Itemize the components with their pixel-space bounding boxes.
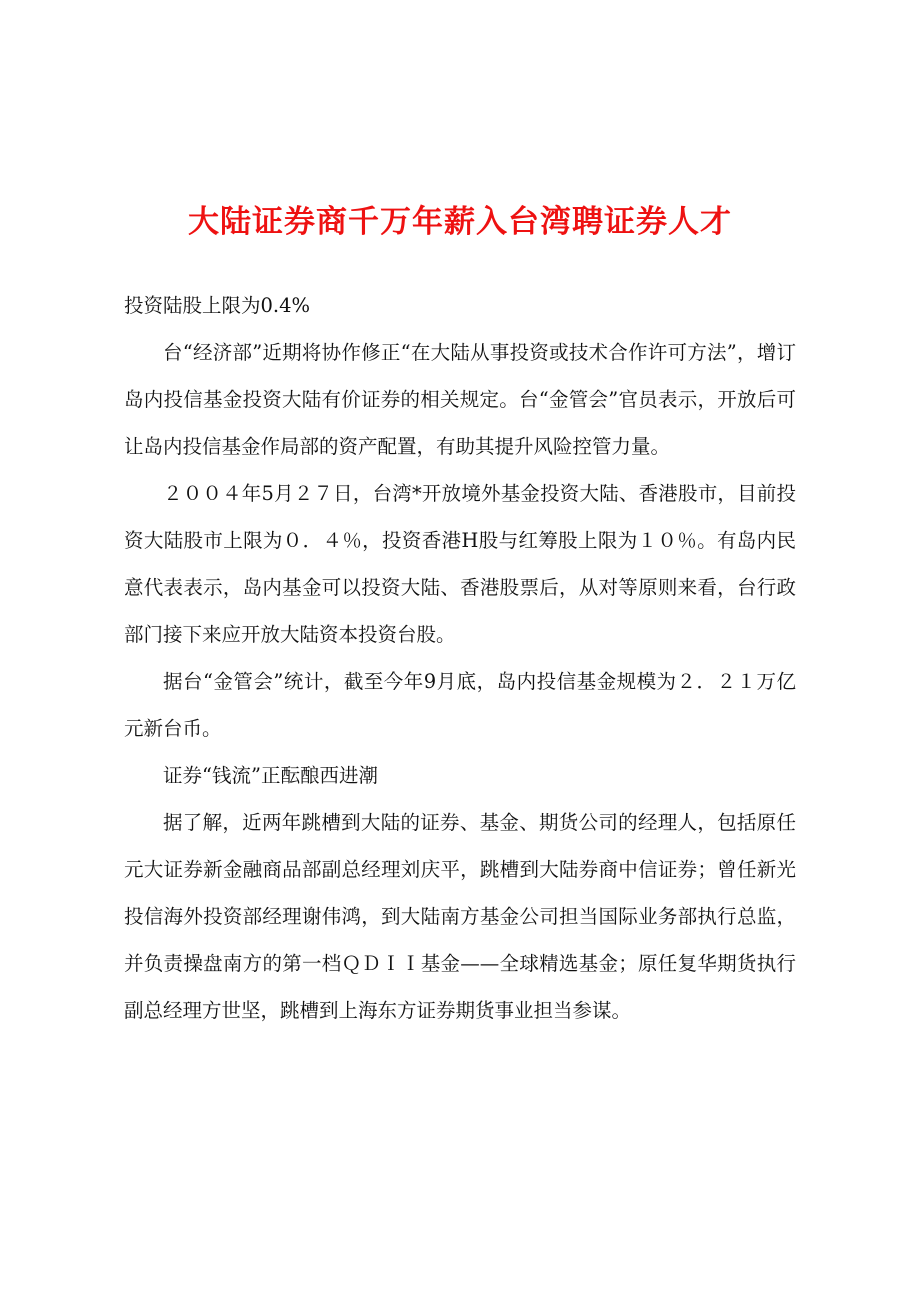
- paragraph-subheading-1: 投资陆股上限为0.4%: [124, 294, 311, 317]
- paragraph-4: 据了解，近两年跳槽到大陆的证券、基金、期货公司的经理人，包括原任元大证券新金融商品部副总经理刘庆平，跳槽到大陆券商中信证券；曾任新光投信海外投资部经理谢伟鸿，到大陆南方基金公司担当国际业务部执行总监，并负责操盘南方的第一档ＱＤＩＩ基金——全球精选基金；原任复华期货执行副总经理方世坚，跳槽到上海东方证券期货事业担当参谋。: [124, 811, 796, 1022]
- paragraph-1: 台“经济部”近期将协作修正“在大陆从事投资或技术合作许可方法”，增订岛内投信基金投资大陆有价证券的相关规定。台“金管会”官员表示，开放后可让岛内投信基金作局部的资产配置，有助其提升风险控管力量。: [124, 341, 796, 458]
- document-body: [124, 282, 796, 1034]
- paragraph-3: 据台“金管会”统计，截至今年9月底，岛内投信基金规模为２．２１万亿元新台币。: [124, 670, 796, 740]
- paragraph-subheading-2: 证券“钱流”正酝酿西进潮: [163, 764, 378, 787]
- paragraph-2: ２００４年5月２７日，台湾*开放境外基金投资大陆、香港股市，目前投资大陆股市上限为０．４％，投资香港H股与红筹股上限为１０％。有岛内民意代表表示，岛内基金可以投资大陆、香港股票后，从对等原则来看，台行政部门接下来应开放大陆资本投资台股。: [124, 482, 796, 646]
- document-title: 大陆证券商千万年薪入台湾聘证券人才: [188, 204, 732, 240]
